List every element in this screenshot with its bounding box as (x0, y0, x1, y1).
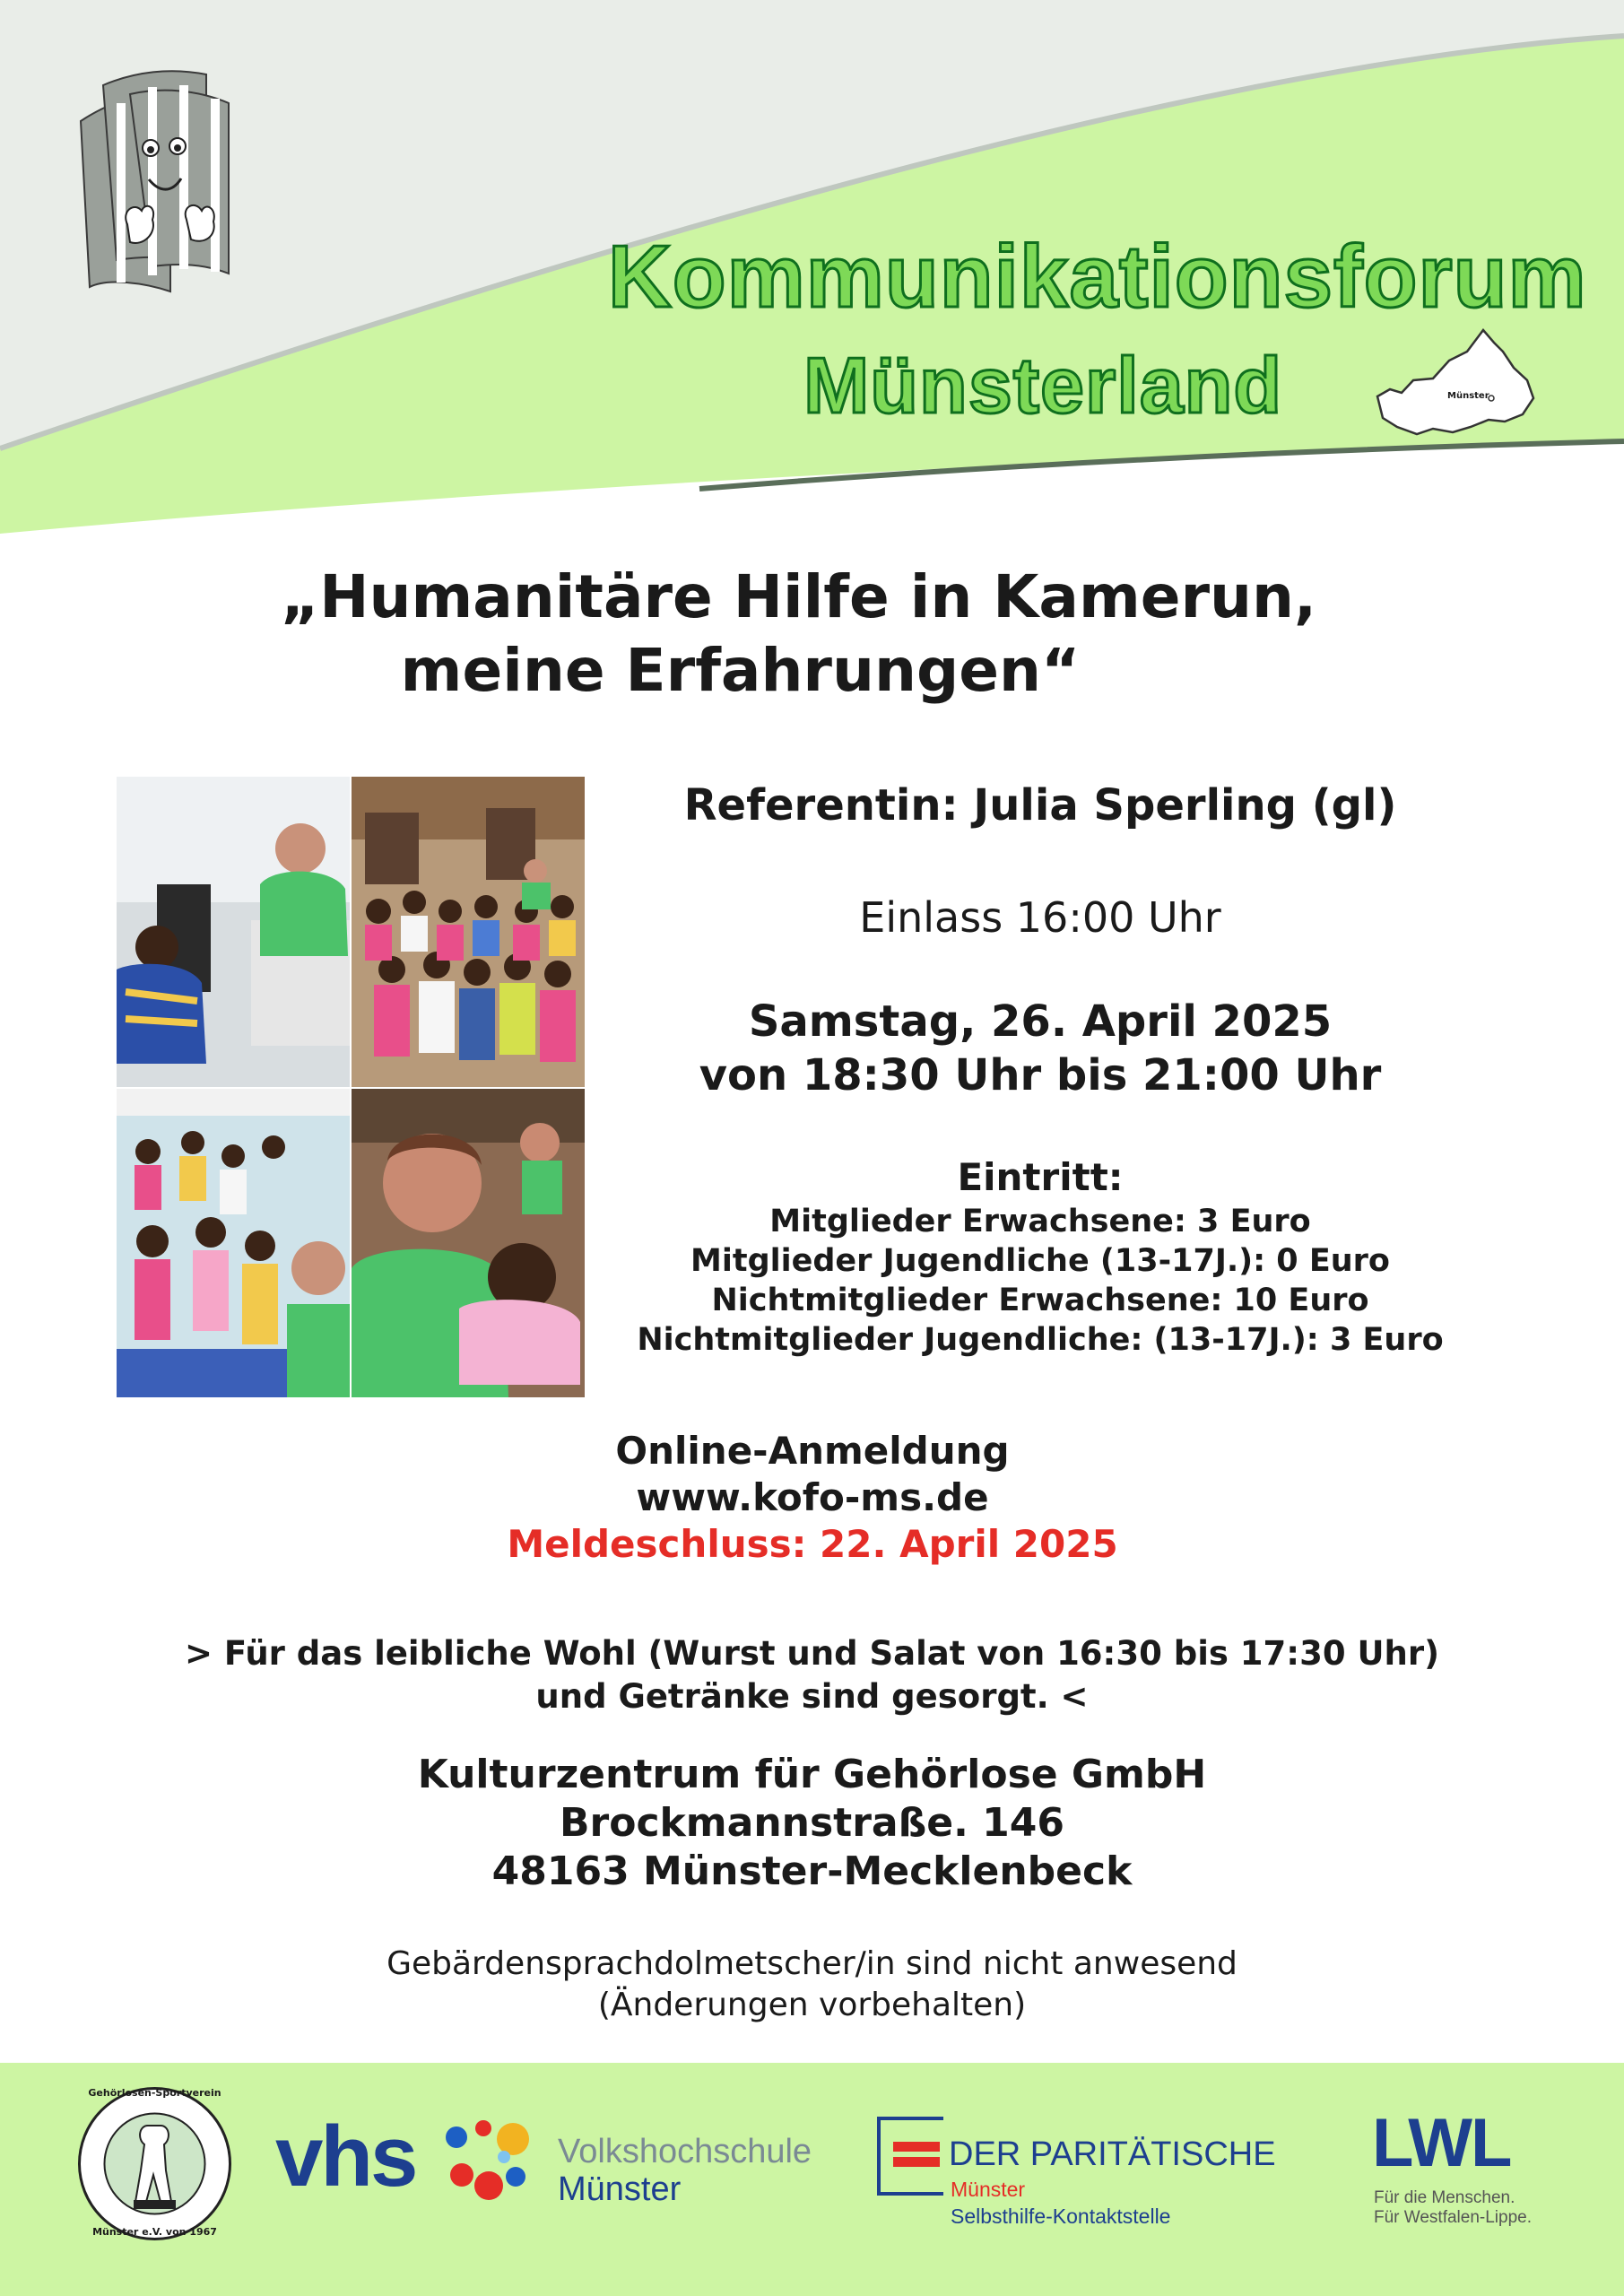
registration-url[interactable]: www.kofo-ms.de (636, 1475, 989, 1519)
interpreter-note: Gebärdensprachdolmetscher/in sind nicht anwesend (386, 1945, 1238, 1982)
vhs-name-line1: Volkshochschule (558, 2133, 812, 2170)
lwl-abbr: LWL (1372, 2105, 1511, 2181)
changes-note: (Änderungen vorbehalten) (597, 1987, 1027, 2023)
map-label: Münster (1447, 391, 1489, 401)
photo-medical-care (117, 777, 350, 1087)
brand-title-line1: Kommunikationsforum (608, 227, 1587, 326)
sponsor-footer (0, 2063, 1624, 2296)
notes (0, 1944, 1624, 2026)
sportverein-badge-icon (76, 2085, 233, 2242)
event-date: Samstag, 26. April 2025 (748, 996, 1333, 1047)
fee-line: Mitglieder Jugendliche (13-17J.): 0 Euro (690, 1243, 1390, 1279)
event-time: von 18:30 Uhr bis 21:00 Uhr (699, 1050, 1382, 1100)
venue-name: Kulturzentrum für Gehörlose GmbH (417, 1752, 1207, 1797)
venue-street: Brockmannstraße. 146 (560, 1800, 1064, 1846)
sportverein-bottom-text: Münster e.V. von 1967 (92, 2226, 217, 2238)
photo-children-tent (117, 1089, 350, 1397)
fee-line: Nichtmitglieder Erwachsene: 10 Euro (711, 1283, 1369, 1318)
photo-collage (117, 777, 585, 1397)
vhs-abbr: vhs (275, 2109, 416, 2205)
event-title (0, 561, 1624, 708)
sportverein-top-text: Gehörlosen-Sportverein (88, 2087, 221, 2099)
paritaetische-name: DER PARITÄTISCHE (949, 2135, 1276, 2173)
registration (364, 1428, 1261, 1568)
paritaetische-equals-icon (893, 2142, 940, 2169)
lwl-tagline-1: Für die Menschen. (1374, 2188, 1515, 2207)
signing-figure-logo (72, 67, 242, 300)
photo-woman-with-baby (352, 1089, 585, 1397)
vhs-dots-icon (437, 2112, 535, 2211)
catering-line1: > Für das leibliche Wohl (Wurst und Salat von 16:30 bis 17:30 Uhr) (185, 1634, 1439, 1673)
event-title-line1: „Humanitäre Hilfe in Kamerun, (280, 562, 1317, 631)
muensterland-map (1370, 325, 1541, 441)
lwl-tagline-2: Für Westfalen-Lippe. (1374, 2208, 1533, 2227)
venue-address (0, 1751, 1624, 1896)
region-map-icon (1370, 325, 1541, 441)
sportverein-logo (76, 2085, 233, 2242)
registration-label: Online-Anmeldung (615, 1429, 1010, 1473)
fee-line: Nichtmitglieder Jugendliche: (13-17J.): 3 Euro (637, 1322, 1444, 1358)
catering-line2: und Getränke sind gesorgt. < (535, 1677, 1089, 1716)
admission-time: Einlass 16:00 Uhr (859, 893, 1221, 942)
fee-line: Mitglieder Erwachsene: 3 Euro (769, 1204, 1311, 1239)
vhs-logo (275, 2109, 544, 2211)
event-title-line2: meine Erfahrungen“ (400, 636, 1081, 705)
vhs-name-line2: Münster (558, 2170, 682, 2208)
brand-title-line2: Münsterland (803, 341, 1283, 430)
paritaetische-subtitle: Selbsthilfe-Kontaktstelle (951, 2205, 1171, 2228)
paritaetische-city: Münster (951, 2178, 1026, 2201)
photo-children-group (352, 777, 585, 1087)
venue-city: 48163 Münster-Mecklenbeck (491, 1848, 1133, 1894)
registration-deadline: Meldeschluss: 22. April 2025 (507, 1522, 1118, 1566)
signing-figure-icon (72, 67, 242, 300)
fees-heading: Eintritt: (957, 1155, 1124, 1199)
catering-note (0, 1632, 1624, 1718)
header-banner (0, 0, 1624, 538)
speaker: Referentin: Julia Sperling (gl) (683, 780, 1397, 831)
fees-list (595, 1202, 1485, 1360)
